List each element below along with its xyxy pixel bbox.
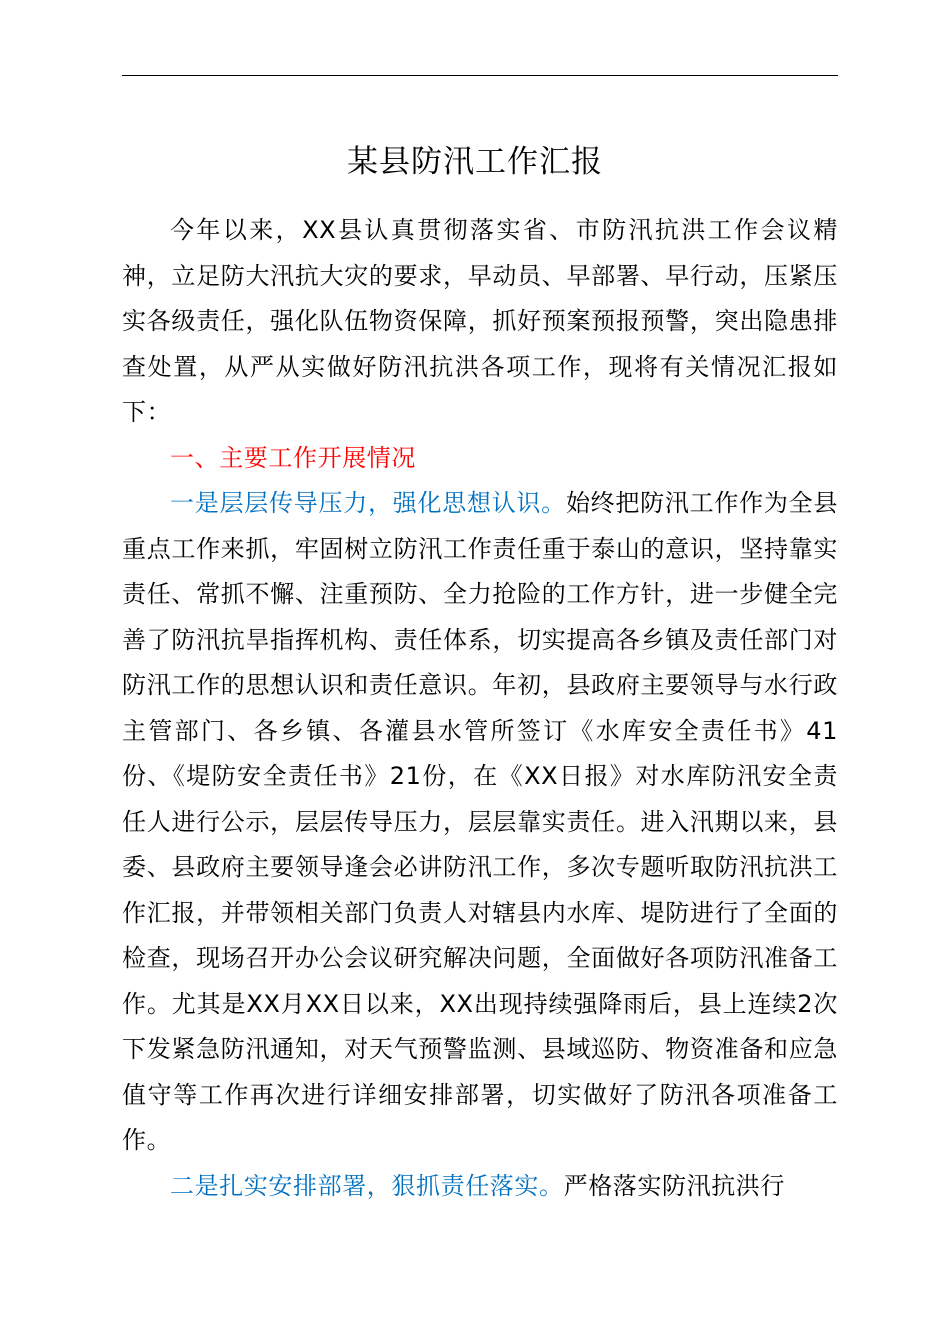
paragraph-two — [122, 1164, 838, 1210]
document-body — [122, 208, 838, 1209]
paragraph-one — [122, 481, 838, 1164]
header-rule — [122, 75, 838, 76]
document-title: 某县防汛工作汇报 — [347, 144, 603, 180]
paragraph-two-body: 严格落实防汛抗洪行 — [563, 1171, 786, 1200]
intro-paragraph: 今年以来，XX县认真贯彻落实省、市防汛抗洪工作会议精神，立足防大汛抗大灾的要求，早动员、早部署、早行动，压紧压实各级责任，强化队伍物资保障，抓好预案预报预警，突出隐患排查处置，从严从实做好防汛抗洪各项工作，现将有关情况汇报如下： — [122, 216, 838, 426]
paragraph-one-body: 始终把防汛工作作为全县重点工作来抓，牢固树立防汛工作责任重于泰山的意识，坚持靠实责任、常抓不懈、注重预防、全力抢险的工作方针，进一步健全完善了防汛抗旱指挥机构、责任体系，切实提高各乡镇及责任部门对防汛工作的思想认识和责任意识。年初，县政府主要领导与水行政主管部门、各乡镇、各灌县水管所签订《水库安全责任书》41份、《堤防安全责任书》21份，在《XX日报》对水库防汛安全责任人进行公示，层层传导压力，层层靠实责任。进入汛期以来，县委、县政府主要领导逢会必讲防汛工作，多次专题听取防汛抗洪工作汇报，并带领相关部门负责人对辖县内水库、堤防进行了全面的检查，现场召开办公会议研究解决问题，全面做好各项防汛准备工作。尤其是XX月XX日以来，XX出现持续强降雨后，县上连续2次下发紧急防汛通知，对天气预警监测、县域巡防、物资准备和应急值守等工作再次进行详细安排部署，切实做好了防汛各项准备工作。 — [122, 489, 838, 1154]
section-heading-main-work: 一、主要工作开展情况 — [170, 443, 416, 472]
paragraph-two-lead: 二是扎实安排部署，狠抓责任落实。 — [170, 1171, 564, 1200]
paragraph-one-lead: 一是层层传导压力，强化思想认识。 — [170, 489, 566, 517]
